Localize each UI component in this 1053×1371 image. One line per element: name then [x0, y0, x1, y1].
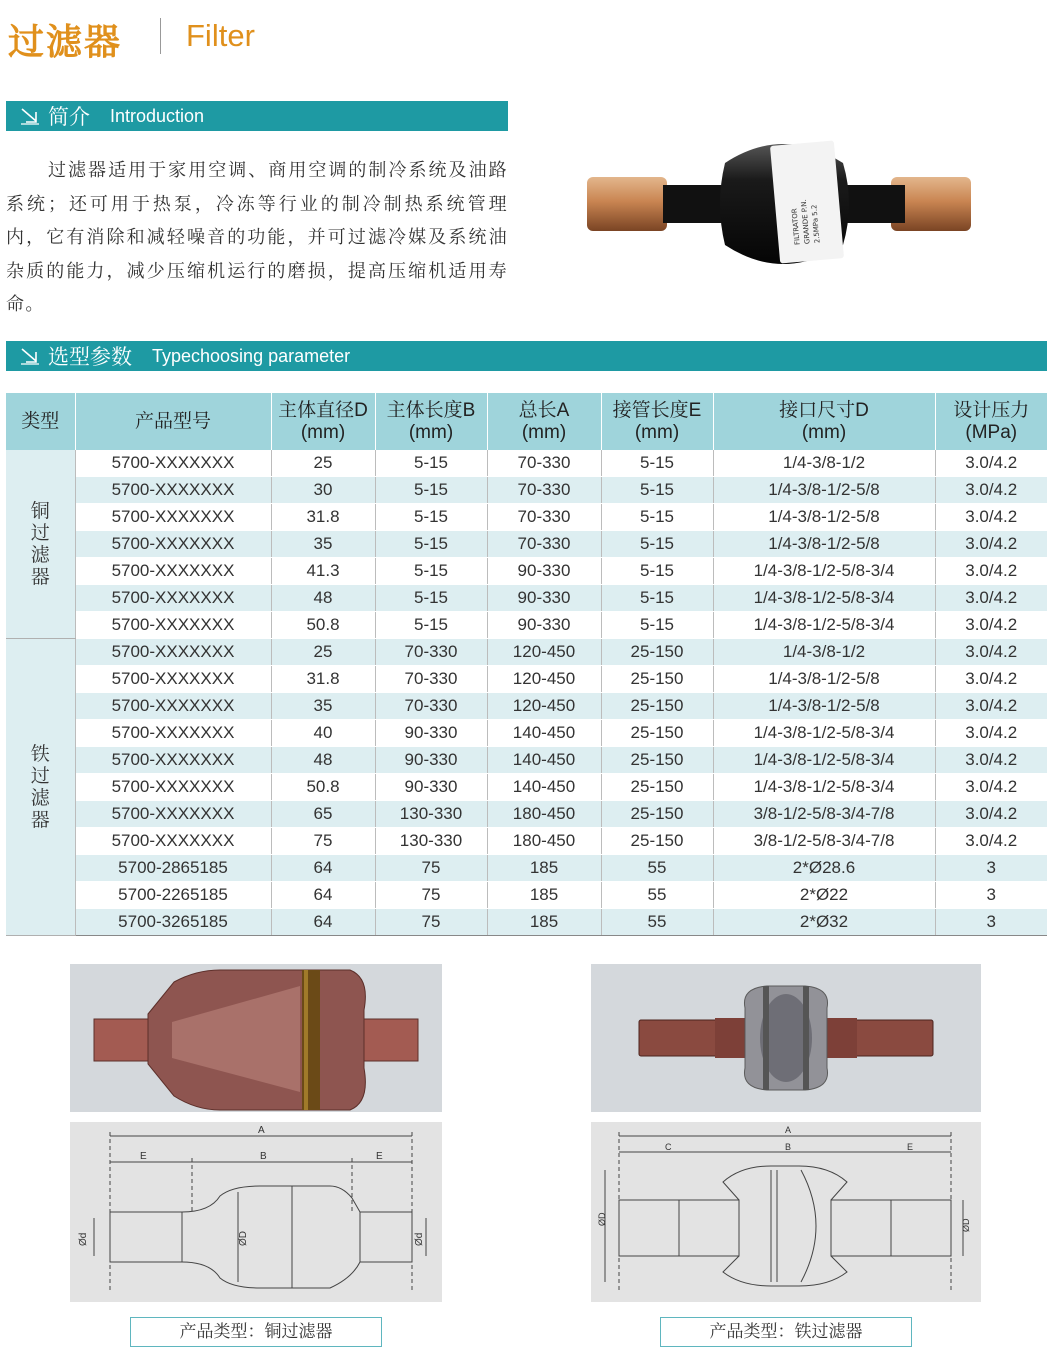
- table-cell: 3: [935, 882, 1047, 909]
- table-cell: 70-330: [487, 504, 601, 531]
- header-cell: 接管长度E (mm): [601, 393, 713, 450]
- table-cell: 3.0/4.2: [935, 828, 1047, 855]
- table-cell: 25-150: [601, 774, 713, 801]
- table-cell: 5-15: [601, 612, 713, 639]
- dim-label: Ød: [78, 1232, 89, 1246]
- table-cell: 3.0/4.2: [935, 504, 1047, 531]
- dim-label: E: [907, 1142, 914, 1152]
- table-cell: 1/4-3/8-1/2: [713, 450, 935, 477]
- table-cell: 130-330: [375, 801, 487, 828]
- model-cell: 5700-XXXXXXX: [75, 720, 271, 747]
- table-row: [6, 477, 1047, 504]
- table-cell: 185: [487, 855, 601, 882]
- table-cell: 3.0/4.2: [935, 585, 1047, 612]
- table-cell: 70-330: [375, 639, 487, 666]
- model-cell: 5700-XXXXXXX: [75, 693, 271, 720]
- iron-filter-dimension-drawing: [591, 1122, 981, 1302]
- filter-product-photo: [575, 133, 995, 283]
- table-cell: 25-150: [601, 693, 713, 720]
- header-cell: 主体直径D (mm): [271, 393, 375, 450]
- dim-label: B: [785, 1142, 792, 1152]
- model-cell: 5700-XXXXXXX: [75, 558, 271, 585]
- model-cell: 5700-XXXXXXX: [75, 504, 271, 531]
- params-section-header: [6, 341, 1047, 371]
- table-cell: 35: [271, 693, 375, 720]
- model-cell: 5700-XXXXXXX: [75, 585, 271, 612]
- dim-label: ØD: [597, 1212, 607, 1226]
- table-cell: 130-330: [375, 828, 487, 855]
- params-title-zh: 选型参数: [48, 345, 132, 369]
- table-cell: 55: [601, 855, 713, 882]
- table-cell: 1/4-3/8-1/2-5/8: [713, 477, 935, 504]
- table-cell: 50.8: [271, 774, 375, 801]
- table-row: [6, 855, 1047, 882]
- table-cell: 5-15: [601, 504, 713, 531]
- model-cell: 5700-2265185: [75, 882, 271, 909]
- table-row: [6, 801, 1047, 828]
- table-cell: 3: [935, 909, 1047, 936]
- svg-text:FILTRATOR: FILTRATOR: [790, 207, 802, 246]
- table-cell: 2*Ø22: [713, 882, 935, 909]
- table-cell: 1/4-3/8-1/2-5/8-3/4: [713, 747, 935, 774]
- intro-title-zh: 简介: [48, 105, 90, 129]
- table-cell: 70-330: [487, 450, 601, 477]
- table-cell: 5-15: [601, 531, 713, 558]
- table-cell: 140-450: [487, 720, 601, 747]
- table-cell: 3/8-1/2-5/8-3/4-7/8: [713, 801, 935, 828]
- table-cell: 1/4-3/8-1/2-5/8-3/4: [713, 612, 935, 639]
- intro-title-en: Introduction: [110, 105, 205, 126]
- table-cell: 3.0/4.2: [935, 747, 1047, 774]
- table-cell: 2*Ø28.6: [713, 855, 935, 882]
- table-cell: 3.0/4.2: [935, 612, 1047, 639]
- table-cell: 5-15: [601, 477, 713, 504]
- model-cell: 5700-XXXXXXX: [75, 477, 271, 504]
- table-cell: 185: [487, 882, 601, 909]
- table-cell: 1/4-3/8-1/2-5/8-3/4: [713, 774, 935, 801]
- table-cell: 35: [271, 531, 375, 558]
- table-cell: 31.8: [271, 504, 375, 531]
- dim-label: E: [140, 1151, 147, 1162]
- table-cell: 90-330: [375, 747, 487, 774]
- header-cell: 设计压力 (MPa): [935, 393, 1047, 450]
- table-cell: 140-450: [487, 747, 601, 774]
- table-row: [6, 720, 1047, 747]
- table-row: [6, 558, 1047, 585]
- page-title: 过滤器: [8, 22, 123, 63]
- header-cell: 主体长度B (mm): [375, 393, 487, 450]
- table-row: [6, 504, 1047, 531]
- type-label: 铁过滤器: [30, 743, 50, 831]
- model-cell: 5700-XXXXXXX: [75, 531, 271, 558]
- table-cell: 2*Ø32: [713, 909, 935, 936]
- dim-label: ØD: [961, 1218, 971, 1232]
- table-cell: 41.3: [271, 558, 375, 585]
- table-row: [6, 585, 1047, 612]
- model-cell: 5700-XXXXXXX: [75, 828, 271, 855]
- table-cell: 70-330: [487, 477, 601, 504]
- header-cell: 类型: [6, 393, 75, 450]
- table-cell: 120-450: [487, 639, 601, 666]
- table-cell: 1/4-3/8-1/2-5/8: [713, 666, 935, 693]
- table-cell: 5-15: [601, 585, 713, 612]
- model-cell: 5700-XXXXXXX: [75, 774, 271, 801]
- table-row: [6, 612, 1047, 639]
- table-cell: 64: [271, 882, 375, 909]
- table-cell: 1/4-3/8-1/2-5/8-3/4: [713, 558, 935, 585]
- table-cell: 1/4-3/8-1/2-5/8: [713, 504, 935, 531]
- type-cell: [6, 450, 75, 639]
- arrow-down-right-icon: [6, 341, 48, 371]
- table-cell: 3.0/4.2: [935, 639, 1047, 666]
- model-cell: 5700-XXXXXXX: [75, 666, 271, 693]
- table-cell: 3.0/4.2: [935, 531, 1047, 558]
- table-cell: 3/8-1/2-5/8-3/4-7/8: [713, 828, 935, 855]
- table-cell: 55: [601, 882, 713, 909]
- dim-label: A: [785, 1125, 792, 1135]
- table-cell: 30: [271, 477, 375, 504]
- model-cell: 5700-3265185: [75, 909, 271, 936]
- model-cell: 5700-2865185: [75, 855, 271, 882]
- type-cell: [6, 639, 75, 936]
- table-header-row: [6, 393, 1047, 450]
- model-cell: 5700-XXXXXXX: [75, 747, 271, 774]
- table-cell: 70-330: [375, 666, 487, 693]
- table-cell: 90-330: [375, 720, 487, 747]
- table-cell: 120-450: [487, 666, 601, 693]
- table-row: [6, 666, 1047, 693]
- params-title-en: Typechoosing parameter: [152, 345, 351, 366]
- table-cell: 5-15: [601, 558, 713, 585]
- table-cell: 70-330: [375, 693, 487, 720]
- header-cell: 产品型号: [75, 393, 271, 450]
- table-cell: 25-150: [601, 828, 713, 855]
- table-cell: 25: [271, 639, 375, 666]
- table-cell: 75: [375, 882, 487, 909]
- model-cell: 5700-XXXXXXX: [75, 801, 271, 828]
- table-cell: 75: [375, 855, 487, 882]
- table-cell: 55: [601, 909, 713, 936]
- table-row: [6, 450, 1047, 477]
- dim-label: B: [260, 1151, 267, 1162]
- copper-filter-caption: 产品类型：铜过滤器: [130, 1317, 382, 1347]
- table-cell: 75: [271, 828, 375, 855]
- iron-filter-caption: 产品类型：铁过滤器: [660, 1317, 912, 1347]
- intro-text: 过滤器适用于家用空调、商用空调的制冷系统及油路系统；还可用于热泵，冷冻等行业的制冷制热系统管理内，它有消除和减轻噪音的功能，并可过滤冷媒及系统油杂质的能力，减少压缩机运行的磨损，提高压缩机适用寿命。: [6, 160, 508, 315]
- svg-text:2.5MPa 5.2: 2.5MPa 5.2: [810, 204, 822, 244]
- iron-filter-3d-render: [591, 964, 981, 1112]
- table-cell: 90-330: [487, 585, 601, 612]
- table-cell: 25: [271, 450, 375, 477]
- table-cell: 5-15: [375, 531, 487, 558]
- copper-filter-3d-render: [70, 964, 442, 1112]
- dim-label: ØD: [238, 1231, 249, 1246]
- table-cell: 120-450: [487, 693, 601, 720]
- dim-label: C: [665, 1142, 672, 1152]
- table-cell: 1/4-3/8-1/2: [713, 639, 935, 666]
- table-cell: 75: [375, 909, 487, 936]
- dim-label: E: [376, 1151, 383, 1162]
- arrow-down-right-icon: [6, 101, 48, 131]
- header-cell: 接口尺寸D (mm): [713, 393, 935, 450]
- svg-text:GRANDE P.N.: GRANDE P.N.: [799, 199, 812, 245]
- table-cell: 65: [271, 801, 375, 828]
- table-cell: 64: [271, 909, 375, 936]
- table-cell: 3.0/4.2: [935, 558, 1047, 585]
- model-cell: 5700-XXXXXXX: [75, 450, 271, 477]
- table-row: [6, 909, 1047, 936]
- table-cell: 5-15: [375, 504, 487, 531]
- table-cell: 5-15: [375, 585, 487, 612]
- table-cell: 5-15: [375, 450, 487, 477]
- table-cell: 3.0/4.2: [935, 774, 1047, 801]
- table-cell: 90-330: [375, 774, 487, 801]
- table-row: [6, 747, 1047, 774]
- model-cell: 5700-XXXXXXX: [75, 612, 271, 639]
- table-cell: 3.0/4.2: [935, 666, 1047, 693]
- table-cell: 90-330: [487, 558, 601, 585]
- table-row: [6, 828, 1047, 855]
- table-cell: 90-330: [487, 612, 601, 639]
- dim-label: Ød: [414, 1232, 425, 1246]
- table-cell: 64: [271, 855, 375, 882]
- table-cell: 25-150: [601, 801, 713, 828]
- table-cell: 3.0/4.2: [935, 477, 1047, 504]
- table-cell: 48: [271, 747, 375, 774]
- table-cell: 1/4-3/8-1/2-5/8-3/4: [713, 585, 935, 612]
- table-cell: 25-150: [601, 720, 713, 747]
- table-cell: 31.8: [271, 666, 375, 693]
- table-cell: 1/4-3/8-1/2-5/8: [713, 531, 935, 558]
- table-cell: 3.0/4.2: [935, 450, 1047, 477]
- table-cell: 3.0/4.2: [935, 801, 1047, 828]
- table-cell: 140-450: [487, 774, 601, 801]
- table-cell: 25-150: [601, 747, 713, 774]
- table-cell: 3.0/4.2: [935, 693, 1047, 720]
- table-cell: 5-15: [375, 558, 487, 585]
- table-cell: 40: [271, 720, 375, 747]
- table-cell: 3: [935, 855, 1047, 882]
- table-cell: 1/4-3/8-1/2-5/8: [713, 693, 935, 720]
- table-cell: 25-150: [601, 639, 713, 666]
- table-cell: 5-15: [601, 450, 713, 477]
- table-cell: 180-450: [487, 828, 601, 855]
- dim-label: A: [258, 1125, 265, 1136]
- table-row: [6, 774, 1047, 801]
- table-cell: 25-150: [601, 666, 713, 693]
- copper-filter-dimension-drawing: [70, 1122, 442, 1302]
- intro-section-header: [6, 101, 508, 131]
- table-row: [6, 693, 1047, 720]
- table-body: [6, 450, 1047, 936]
- table-row: [6, 639, 1047, 666]
- spec-table: [6, 393, 1047, 936]
- table-cell: 180-450: [487, 801, 601, 828]
- table-cell: 50.8: [271, 612, 375, 639]
- title-divider: [160, 18, 161, 54]
- type-label: 铜过滤器: [30, 500, 50, 588]
- table-cell: 70-330: [487, 531, 601, 558]
- table-cell: 5-15: [375, 612, 487, 639]
- table-row: [6, 531, 1047, 558]
- header-cell: 总长A (mm): [487, 393, 601, 450]
- table-cell: 1/4-3/8-1/2-5/8-3/4: [713, 720, 935, 747]
- table-cell: 3.0/4.2: [935, 720, 1047, 747]
- table-cell: 5-15: [375, 477, 487, 504]
- table-cell: 185: [487, 909, 601, 936]
- page-title-en: Filter: [186, 18, 255, 53]
- model-cell: 5700-XXXXXXX: [75, 639, 271, 666]
- table-row: [6, 882, 1047, 909]
- table-cell: 48: [271, 585, 375, 612]
